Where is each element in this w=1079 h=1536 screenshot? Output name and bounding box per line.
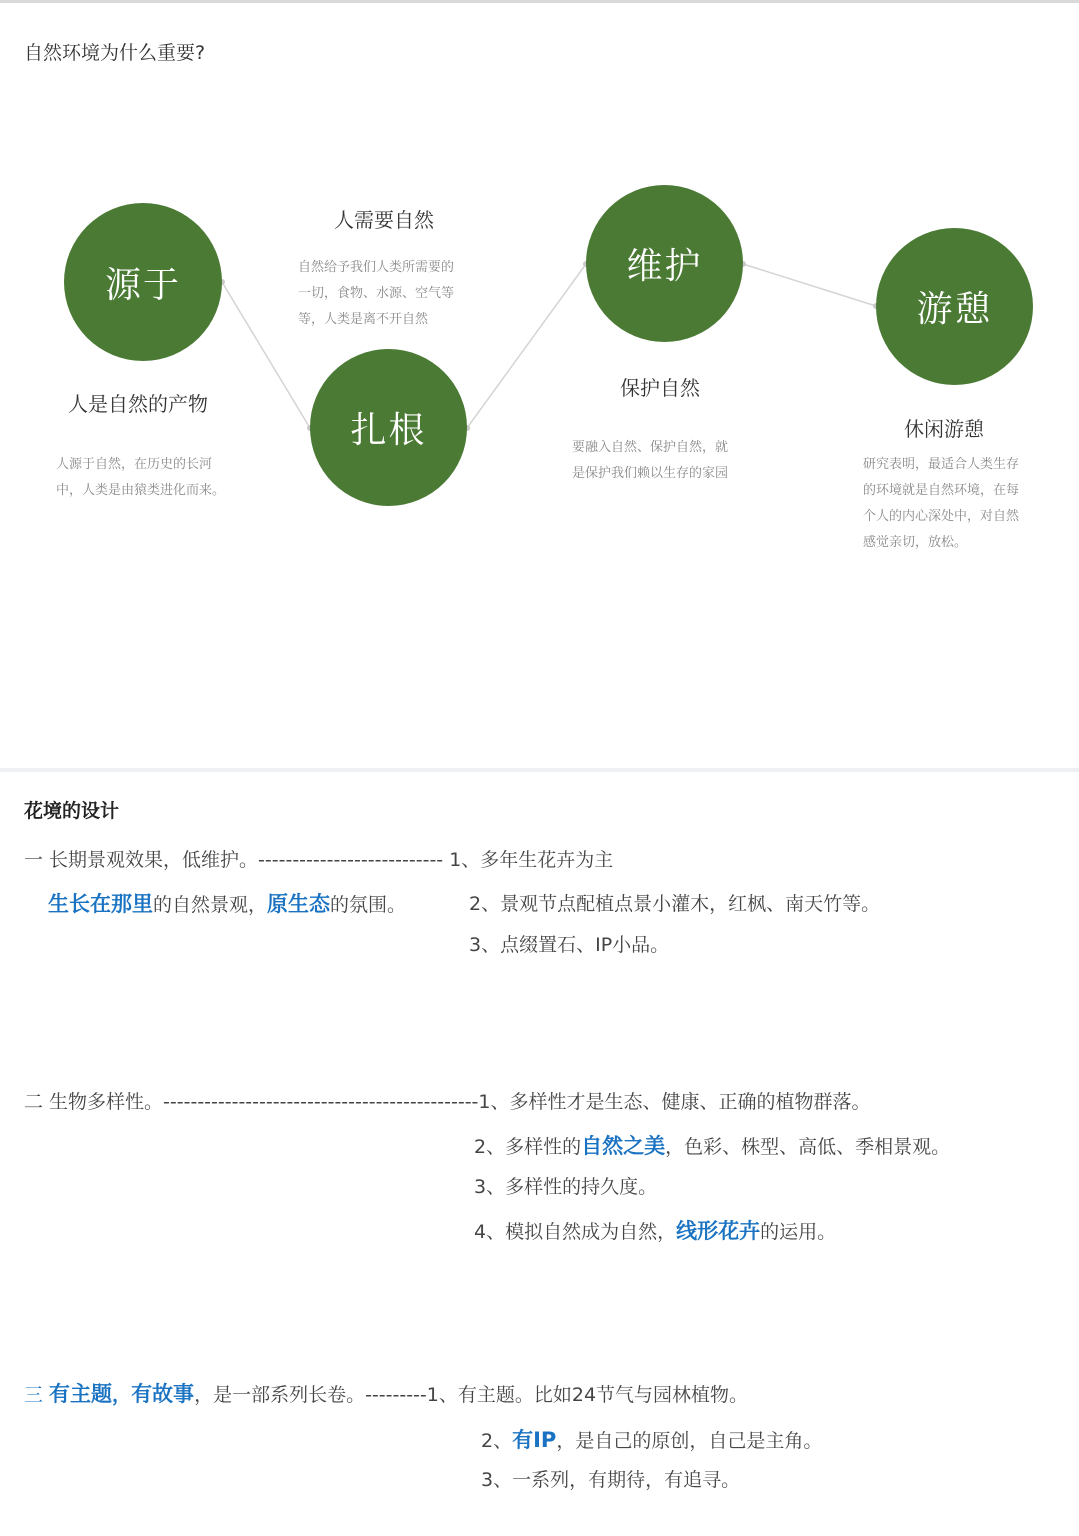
block1-item3: 3、点缀置石、IP小品。	[469, 934, 670, 956]
text: 2、多样性的	[474, 1136, 582, 1158]
circle-yuanyu: 源于	[64, 203, 222, 361]
block3-item3: 3、一系列，有期待，有追寻。	[481, 1469, 741, 1491]
highlight-text: 线形花卉	[676, 1219, 761, 1243]
desc-line: 一切，食物、水源、空气等	[298, 286, 455, 301]
subtitle-4: 休闲游憩	[904, 417, 984, 441]
text: 2、	[481, 1430, 513, 1452]
text: 4、模拟自然成为自然，	[474, 1221, 677, 1243]
desc-3	[572, 435, 728, 487]
text: ，色彩、株型、高低、季相景观。	[665, 1136, 951, 1158]
desc-line: 人源于自然，在历史的长河	[56, 457, 213, 472]
connector-1	[222, 282, 310, 428]
highlight-text: 有主题	[49, 1382, 113, 1406]
block2-item3: 3、多样性的持久度。	[474, 1176, 658, 1198]
desc-2	[298, 255, 454, 333]
circle-weihu: 维护	[586, 185, 743, 342]
section1-title: 自然环境为什么重要?	[24, 42, 206, 64]
desc-line: 等，人类是离不开自然	[298, 312, 429, 327]
connector-3	[743, 264, 876, 306]
desc-line: 感觉亲切，放松。	[863, 535, 968, 550]
highlight-text: 自然之美	[581, 1134, 666, 1158]
block3-item2	[481, 1424, 822, 1454]
text: ，	[112, 1384, 132, 1406]
desc-line: 中，人类是由猿类进化而来。	[56, 483, 226, 498]
block1-item2: 2、景观节点配植点景小灌木，红枫、南天竹等。	[469, 893, 881, 915]
text: ，是一部系列长卷。---------1、有主题。比如24节气与园林植物。	[194, 1384, 749, 1406]
highlight-text: 有IP	[512, 1428, 557, 1452]
connector-2	[467, 264, 586, 428]
block2-item4	[474, 1215, 836, 1245]
highlight-text: 原生态	[267, 892, 331, 916]
circle-youqi: 游憩	[876, 228, 1033, 385]
block3-head	[24, 1378, 748, 1408]
desc-line: 的环境就是自然环境，在每	[863, 483, 1020, 498]
desc-line: 个人的内心深处中，对自然	[863, 509, 1020, 524]
block2-item2	[474, 1130, 950, 1160]
subtitle-1: 人是自然的产物	[68, 392, 208, 416]
desc-line: 研究表明，最适合人类生存	[863, 457, 1020, 472]
text: 的自然景观，	[153, 894, 268, 916]
block1-subline	[48, 888, 406, 918]
circle-zhagen: 扎根	[310, 349, 467, 506]
block1-head: 一 长期景观效果，低维护。--------------------------- 1、多年生花卉为主	[24, 849, 614, 871]
text: 的氛围。	[330, 894, 407, 916]
text: 三	[24, 1384, 50, 1406]
highlight-text: 生长在那里	[48, 892, 153, 916]
desc-line: 是保护我们赖以生存的家园	[572, 466, 729, 481]
section2-title: 花境的设计	[24, 800, 120, 822]
subtitle-3: 保护自然	[620, 376, 700, 400]
desc-1	[56, 452, 225, 504]
text: ，是自己的原创，自己是主角。	[556, 1430, 823, 1452]
desc-line: 要融入自然、保护自然，就	[572, 440, 729, 455]
desc-4	[863, 452, 1019, 556]
section-divider	[0, 768, 1079, 772]
text: 的运用。	[760, 1221, 837, 1243]
highlight-text: 有故事	[131, 1382, 195, 1406]
block2-head: 二 生物多样性。----------------------------------------------1、多样性才是生态、健康、正确的植物群落。	[24, 1091, 871, 1113]
desc-line: 自然给予我们人类所需要的	[298, 260, 455, 275]
subtitle-2: 人需要自然	[334, 208, 434, 232]
